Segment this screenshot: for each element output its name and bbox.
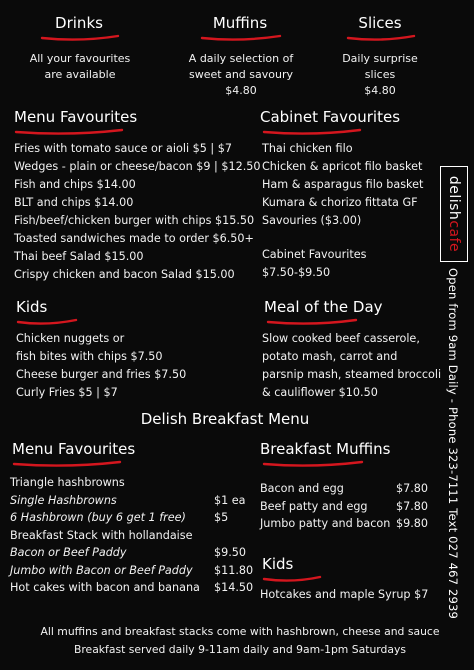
slices-line: slices (364, 68, 396, 81)
cabinet-favourites-underline (262, 128, 362, 136)
list-item: Fish/beef/chicken burger with chips $15.50 (14, 214, 255, 227)
breakfast-kids-heading: Kids (262, 555, 294, 573)
drinks-underline (40, 34, 120, 42)
list-item: fish bites with chips $7.50 (16, 350, 163, 363)
menu-favourites-list (14, 140, 261, 284)
item-name: Hot cakes with bacon and banana (10, 581, 200, 594)
muffins-underline (200, 34, 282, 42)
muffins-price: $4.80 (225, 84, 257, 97)
list-item: Wedges - plain or cheese/bacon $9 | $12.50 (14, 160, 261, 173)
cabinet-favourites-list (262, 140, 423, 230)
item-name: Triangle hashbrowns (10, 476, 125, 489)
list-item: Fish and chips $14.00 (14, 178, 136, 191)
table-row (10, 474, 250, 492)
contact-info-text: Open from 9am Daily - Phone 323-7111 Text 027 467 2939 (446, 268, 460, 620)
drinks-description (10, 51, 150, 83)
list-item: Ham & asparagus filo basket (262, 178, 424, 191)
item-name: Bacon and egg (260, 482, 344, 495)
slices-line: Daily surprise (342, 52, 418, 65)
table-row (10, 527, 250, 545)
breakfast-kids-list (260, 586, 428, 604)
table-row (260, 515, 430, 533)
menu-favourites-heading: Menu Favourites (14, 108, 138, 126)
breakfast-favourites-underline (12, 460, 122, 468)
table-row (260, 498, 430, 516)
list-item: potato mash, carrot and (262, 350, 398, 363)
muffins-description (170, 51, 312, 99)
list-item: Slow cooked beef casserole, (262, 332, 420, 345)
drinks-line: All your favourites (29, 52, 131, 65)
delish-cafe-logo (440, 166, 468, 262)
list-item: parsnip mash, steamed broccoli (262, 368, 442, 381)
list-item: & cauliflower $10.50 (262, 386, 378, 399)
muffins-line: sweet and savoury (189, 68, 293, 81)
menu-favourites-underline (14, 128, 124, 136)
item-name: Jumbo with Bacon or Beef Paddy (10, 563, 193, 577)
logo-main: delish (446, 175, 462, 221)
slices-description (320, 51, 440, 99)
breakfast-menu-title: Delish Breakfast Menu (140, 410, 310, 428)
table-row (10, 579, 254, 597)
breakfast-favourites-heading: Menu Favourites (12, 440, 136, 458)
item-price: $9.80 (396, 517, 429, 530)
list-item: Thai chicken filo (262, 142, 353, 155)
list-item: Thai beef Salad $15.00 (14, 250, 144, 263)
meal-of-the-day-underline (266, 318, 358, 326)
table-row (10, 544, 250, 562)
table-row (10, 562, 254, 580)
table-row (260, 480, 430, 498)
breakfast-muffins-heading: Breakfast Muffins (260, 440, 391, 458)
footer-notes (20, 623, 460, 659)
slices-underline (346, 34, 416, 42)
muffins-line: A daily selection of (188, 52, 294, 65)
item-name: Single Hashbrowns (10, 493, 117, 507)
slices-heading: Slices (358, 14, 402, 32)
list-item: Toasted sandwiches made to order $6.50+ (14, 232, 254, 245)
kids-list (16, 330, 186, 402)
item-price: $7.80 (396, 499, 429, 513)
list-item: Cheese burger and fries $7.50 (16, 368, 187, 381)
drinks-heading: Drinks (55, 14, 103, 32)
meal-of-the-day-heading: Meal of the Day (264, 298, 383, 316)
item-name: Jumbo patty and bacon (260, 517, 391, 530)
item-price: $1 ea (214, 493, 246, 507)
slices-price: $4.80 (364, 84, 396, 97)
logo-accent: cafe (446, 220, 462, 253)
list-item: Chicken & apricot filo basket (262, 160, 423, 173)
list-item: Kumara & chorizo fittata GF (262, 196, 418, 209)
breakfast-muffins-underline (262, 460, 364, 468)
list-item: Chicken nuggets or (16, 332, 125, 345)
list-item: Savouries ($3.00) (262, 214, 362, 227)
table-row (10, 509, 250, 527)
item-price: $9.50 (214, 546, 247, 559)
item-name: Breakfast Stack with hollandaise (10, 528, 193, 542)
item-price: $7.80 (396, 482, 429, 495)
list-item: Fries with tomato sauce or aioli $5 | $7 (14, 142, 232, 155)
item-price: $14.50 (214, 581, 254, 594)
drinks-line: are available (44, 68, 116, 81)
list-item: Crispy chicken and bacon Salad $15.00 (14, 268, 235, 281)
list-item: BLT and chips $14.00 (14, 196, 134, 209)
item-name: Bacon or Beef Paddy (10, 546, 127, 559)
footer-line: Breakfast served daily 9-11am daily and 9am-1pm Saturdays (73, 643, 407, 656)
item-name: Beef patty and egg (260, 499, 368, 513)
breakfast-favourites-list (10, 474, 254, 597)
breakfast-kids-underline (262, 575, 322, 583)
kids-underline (16, 318, 78, 326)
breakfast-muffins-list (260, 480, 430, 533)
muffins-heading: Muffins (212, 14, 268, 32)
list-item: Curly Fries $5 | $7 (16, 386, 118, 399)
cabinet-price-block (262, 246, 366, 282)
item-price: $11.80 (214, 563, 254, 577)
footer-line: All muffins and breakfast stacks come with hashbrown, cheese and sauce (40, 625, 440, 638)
cabinet-favourites-heading: Cabinet Favourites (260, 108, 401, 126)
table-row (10, 492, 250, 510)
kids-heading: Kids (16, 298, 48, 316)
meal-of-the-day-list (262, 330, 441, 402)
list-item: Hotcakes and maple Syrup $7 (260, 588, 429, 601)
cabinet-footer-label: Cabinet Favourites (262, 248, 367, 261)
item-name: 6 Hashbrown (buy 6 get 1 free) (10, 511, 186, 524)
logo-text (446, 176, 462, 252)
item-price: $5 (214, 511, 229, 524)
cabinet-footer-price: $7.50-$9.50 (262, 266, 331, 279)
